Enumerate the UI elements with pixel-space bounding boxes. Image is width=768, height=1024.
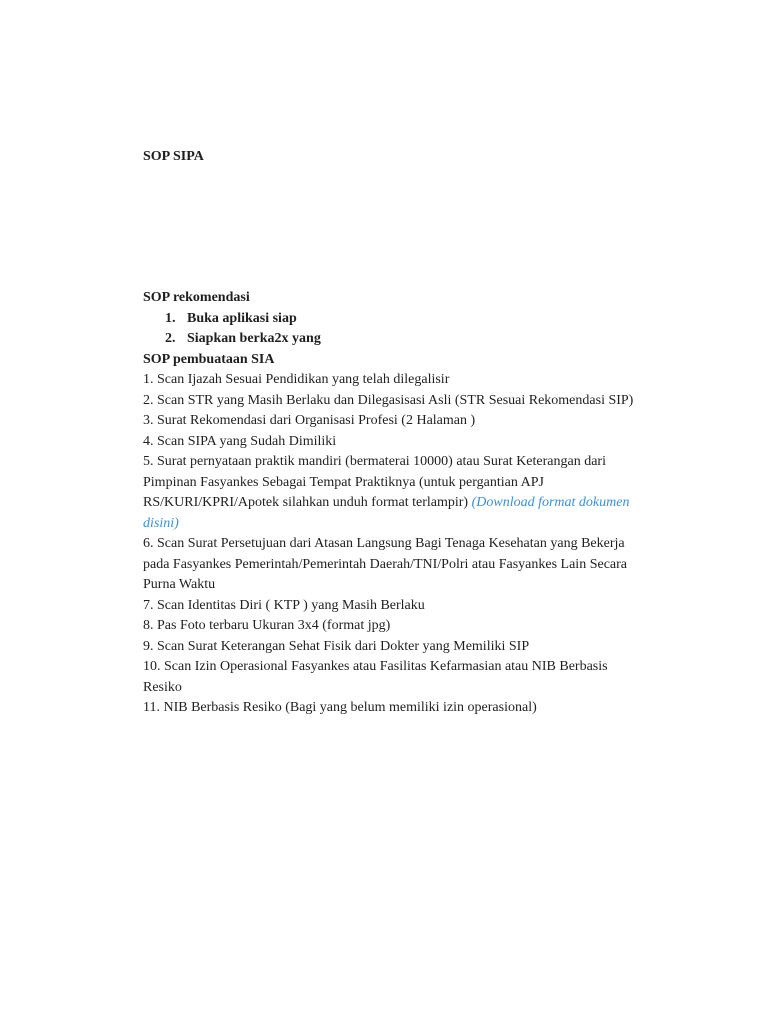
step-item: 10. Scan Izin Operasional Fasyankes atau Fasilitas Kefarmasian atau NIB Berbasis Resiko — [143, 659, 608, 695]
sop-content — [143, 288, 643, 719]
list-item-text: Buka aplikasi siap — [187, 310, 297, 326]
step-item: 1. Scan Ijazah Sesuai Pendidikan yang telah dilegalisir — [143, 372, 450, 387]
step-item: 7. Scan Identitas Diri ( KTP ) yang Masih Berlaku — [143, 597, 425, 613]
rekomendasi-heading: SOP rekomendasi — [143, 290, 250, 305]
list-item-text: Siapkan berka2x yang — [187, 331, 321, 346]
step-item: 2. Scan STR yang Masih Berlaku dan Dilegasisasi Asli (STR Sesuai Rekomendasi SIP) — [143, 392, 634, 408]
step-item: 4. Scan SIPA yang Sudah Dimiliki — [143, 433, 337, 449]
list-item-number: 2. — [165, 331, 176, 346]
document-title: SOP SIPA — [143, 149, 204, 164]
list-item-number: 1. — [165, 310, 176, 326]
sia-steps — [143, 370, 643, 719]
step-item: 3. Surat Rekomendasi dari Organisasi Profesi (2 Halaman ) — [143, 413, 476, 428]
list-item — [165, 329, 643, 350]
step-item: 11. NIB Berbasis Resiko (Bagi yang belum memiliki izin operasional) — [143, 700, 537, 715]
step-item: 6. Scan Surat Persetujuan dari Atasan Langsung Bagi Tenaga Kesehatan yang Bekerja pada Fasyankes Pemerintah/Pemerintah Daerah/TNI/Polri atau Fasyankes Lain Secara Purna Waktu — [143, 536, 628, 592]
step-item — [143, 452, 643, 534]
rekomendasi-list — [143, 309, 643, 350]
list-item — [165, 309, 643, 330]
step-item: 9. Scan Surat Keterangan Sehat Fisik dari Dokter yang Memiliki SIP — [143, 638, 530, 654]
sia-heading: SOP pembuataan SIA — [143, 351, 275, 367]
step-item-text: 5. Surat pernyataan praktik mandiri (bermaterai 10000) atau Surat Keterangan dari Pimpinan Fasyankes Sebagai Tempat Praktiknya (untuk pergantian APJ RS/KURI/KPRI/Apotek silahkan unduh format terlampir) — [143, 454, 606, 510]
step-item: 8. Pas Foto terbaru Ukuran 3x4 (format jpg) — [143, 618, 391, 633]
download-format-link[interactable]: (Download format dokumen disini) — [143, 495, 630, 531]
